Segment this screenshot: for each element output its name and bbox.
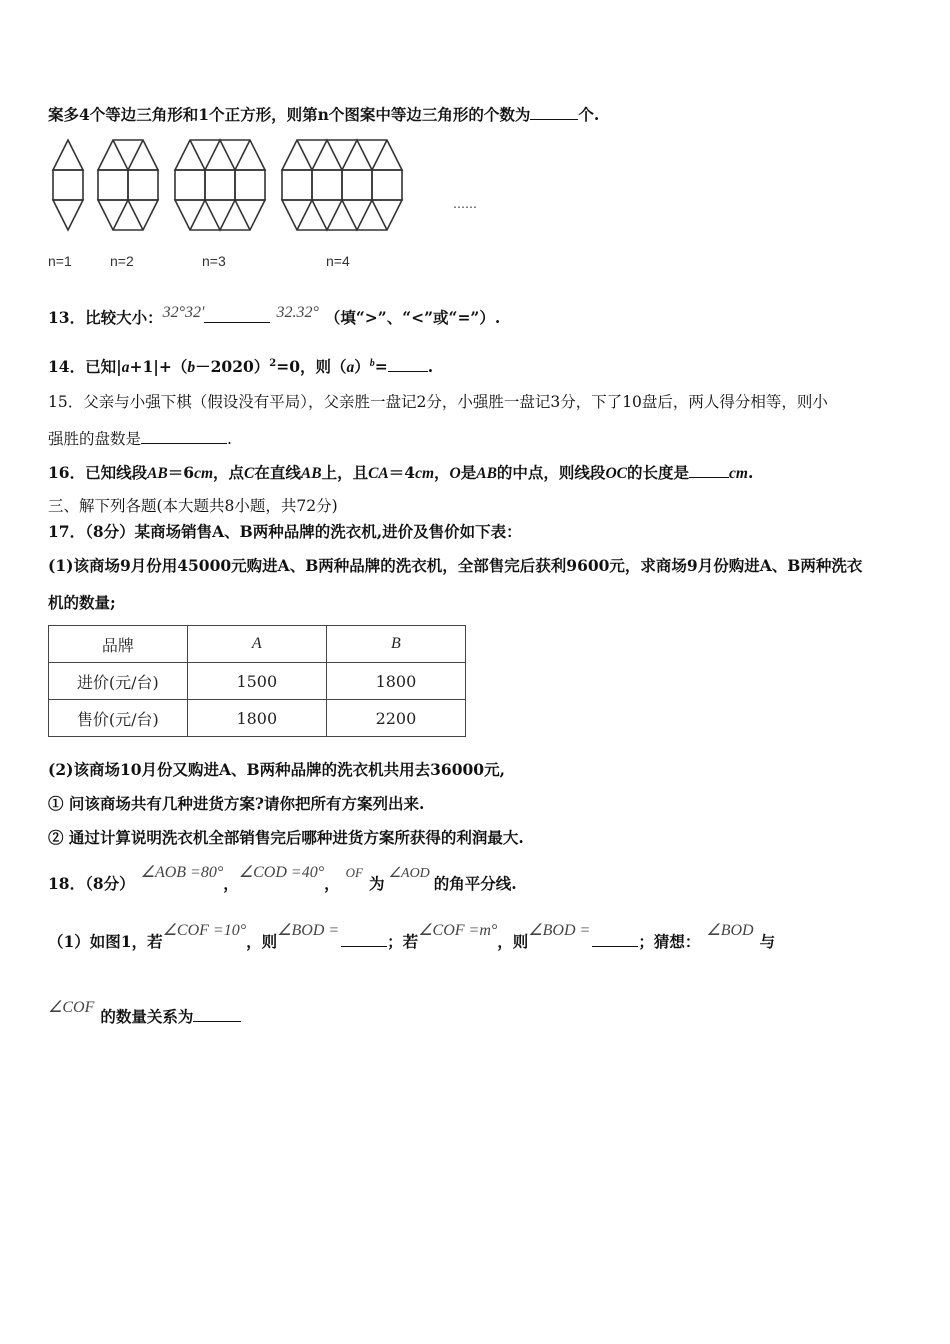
pattern-n2 [98,140,158,230]
q16: 16．已知线段AB＝6cm，点C在直线AB上，且CA＝4cm，O是AB的中点，则线段OC的长度是 cm. [48,463,754,482]
table-row: 品牌 A B [49,626,466,663]
answer-blank [193,1007,241,1022]
q18-part1: （1）如图1，若∠COF =10°，则∠BOD =；若∠COF =m°，则∠BOD =；猜想：∠BOD与 [48,922,776,951]
pattern-n3 [175,140,265,230]
label-n3: n=3 [202,253,226,269]
label-n4: n=4 [326,253,350,269]
answer-blank [388,357,428,372]
label-n1: n=1 [48,253,72,269]
q15-line1: 15．父亲与小强下棋（假设没有平局），父亲胜一盘记2分，小强胜一盘记3分，下了10盘后，两人得分相等，则小 [48,393,828,411]
pattern-n1 [53,140,83,230]
pattern-n4 [282,140,402,230]
table-row: 售价(元/台) 1800 2200 [49,700,466,737]
answer-blank [689,463,729,478]
q17-part1-line2: 机的数量; [48,593,116,612]
q17-part1-line1: (1)该商场9月份用45000元购进A、B两种品牌的洗衣机，全部售完后获利9600元，求商场9月份购进A、B两种洗衣 [48,556,863,575]
q12-text: 案多4个等边三角形和1个正方形，则第n个图案中等边三角形的个数为 个. [48,105,600,124]
section-heading: 三、解下列各题(本大题共8小题，共72分) [48,497,338,515]
q18-line1: 18．（8分）∠AOB =80°，∠COD =40°，$^{OF}$为∠AOD的角平分线. [48,864,517,893]
label-n2: n=2 [110,253,134,269]
q14: 14．已知$|a+1|+(b-2020)^2=0$，则$(a)^b=$ . [48,357,434,376]
q15-line2: 强胜的盘数是 . [48,430,232,448]
price-table [48,625,466,737]
answer-blank [141,429,227,444]
answer-blank [592,932,638,947]
q17-part2: (2)该商场10月份又购进A、B两种品牌的洗衣机共用去36000元, [48,760,505,779]
q17-part2-1: ① 问该商场共有几种进货方案?请你把所有方案列出来. [48,794,425,813]
answer-blank [341,932,387,947]
answer-blank [204,308,270,323]
q17-part2-2: ② 通过计算说明洗衣机全部销售完后哪种进货方案所获得的利润最大. [48,828,524,847]
table-row: 进价(元/台) 1500 1800 [49,663,466,700]
pattern-figure [40,130,500,240]
q13: 13．比较大小：32°32′ 32.32° （填“>”、“<”或“=”）. [48,304,501,327]
q18-part1-cont: ∠COF 的数量关系为 [48,1005,241,1027]
ellipsis-dots: …… [453,197,477,211]
q17-title: 17．（8分）某商场销售A、B两种品牌的洗衣机,进价及售价如下表： [48,522,522,541]
answer-blank [530,105,578,120]
